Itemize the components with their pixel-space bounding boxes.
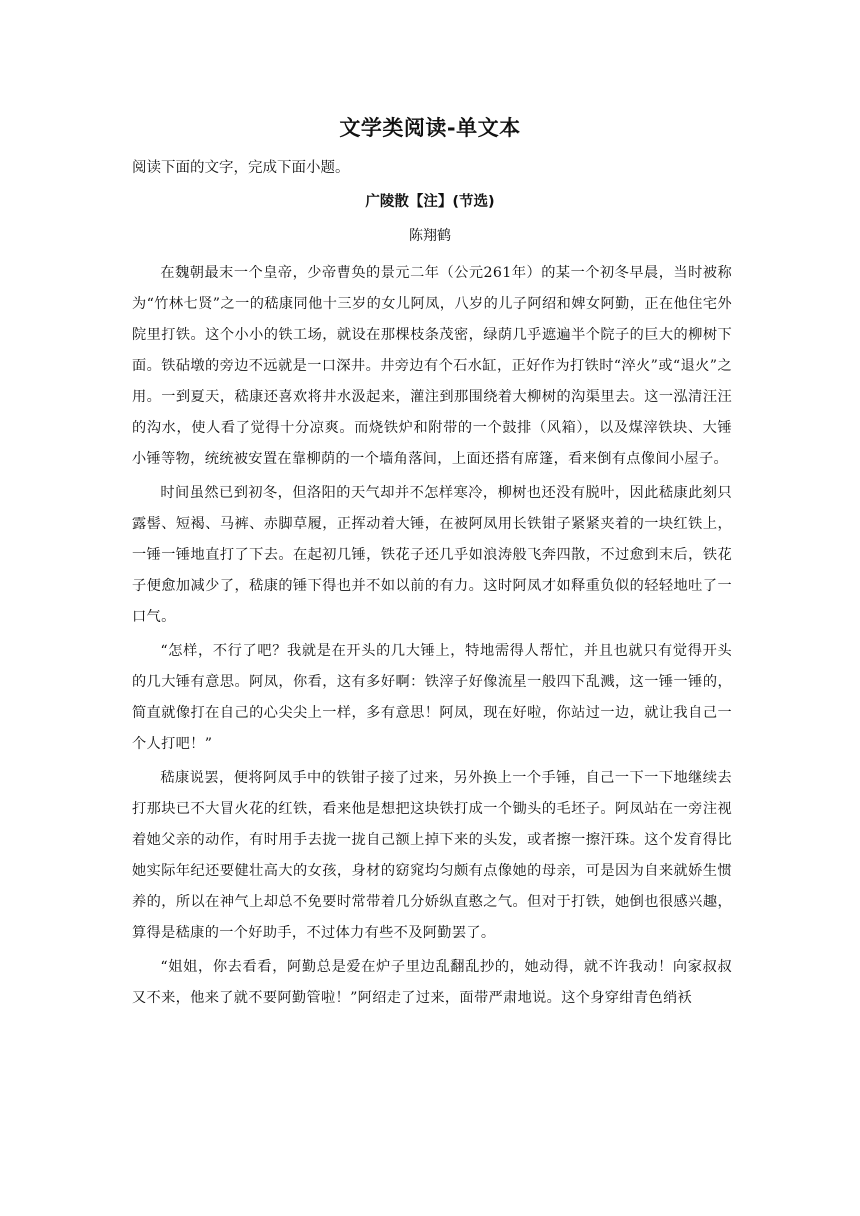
paragraph: 时间虽然已到初冬，但洛阳的天气却并不怎样寒冷，柳树也还没有脱叶，因此嵇康此刻只露髻、短褐、马裤、赤脚草履，正挥动着大锤，在被阿凤用长铁钳子紧紧夹着的一块红铁上，一锤一锤地直打了下去。在起初几锤，铁花子还几乎如浪涛般飞奔四散，不过愈到末后，铁花子便愈加减少了，嵇康的锤下得也并不如以前的有力。这时阿凤才如释重负似的轻轻地吐了一口气。 — [132, 485, 732, 625]
paragraph: 嵇康说罢，便将阿凤手中的铁钳子接了过来，另外换上一个手锤，自己一下一下地继续去打那块已不大冒火花的红铁，看来他是想把这块铁打成一个锄头的毛坯子。阿凤站在一旁注视着她父亲的动作，有时用手去拢一拢自己额上掉下来的头发，或者擦一擦汗珠。这个发育得比她实际年纪还要健壮高大的女孩，身材的窈窕均匀颇有点像她的母亲，可是因为自来就娇生惯养的，所以在神气上却总不免要时常带着几分娇纵直憨之气。但对于打铁，她倒也很感兴趣，算得是嵇康的一个好助手，不过体力有些不及阿勤罢了。 — [132, 770, 732, 941]
paragraph: “姐姐，你去看看，阿勤总是爱在炉子里边乱翻乱抄的，她动得，就不许我动！向家叔叔又不来，他来了就不要阿勤管啦！”阿绍走了过来，面带严肃地说。这个身穿绀青色绡袄 — [132, 959, 732, 1006]
story-title: 广陵散【注】(节选) — [365, 194, 495, 210]
paragraph: 在魏朝最末一个皇帝，少帝曹奂的景元二年（公元261年）的某一个初冬早晨，当时被称为“竹林七贤”之一的嵇康同他十三岁的女儿阿凤，八岁的儿子阿绍和婢女阿勤，正在他住宅外院里打铁。这个小小的铁工场，就设在那棵枝条茂密，绿荫几乎遮遍半个院子的巨大的柳树下面。铁砧墩的旁边不远就是一口深井。井旁边有个石水缸，正好作为打铁时“淬火”或“退火”之用。一到夏天，嵇康还喜欢将井水汲起来，灌注到那围绕着大柳树的沟渠里去。这一泓清汪汪的沟水，使人看了觉得十分凉爽。而烧铁炉和附带的一个鼓排（风箱），以及煤滓铁块、大锤小锤等物，统统被安置在靠柳荫的一个墙角落间，上面还搭有席篷，看来倒有点像间小屋子。 — [132, 265, 732, 467]
story-body — [132, 258, 732, 1017]
paragraph: “怎样，不行了吧？我就是在开头的几大锤上，特地需得人帮忙，并且也就只有觉得开头的几大锤有意思。阿凤，你看，这有多好啊：铁滓子好像流星一般四下乱溅，这一锤一锤的，简直就像打在自己的心尖尖上一样，多有意思！阿凤，现在好啦，你站过一边，就让我自己一个人打吧！” — [132, 643, 732, 752]
author-name: 陈翔鹤 — [409, 228, 451, 244]
reading-instruction: 阅读下面的文字，完成下面小题。 — [132, 160, 350, 176]
document-title: 文学类阅读-单文本 — [339, 116, 521, 140]
